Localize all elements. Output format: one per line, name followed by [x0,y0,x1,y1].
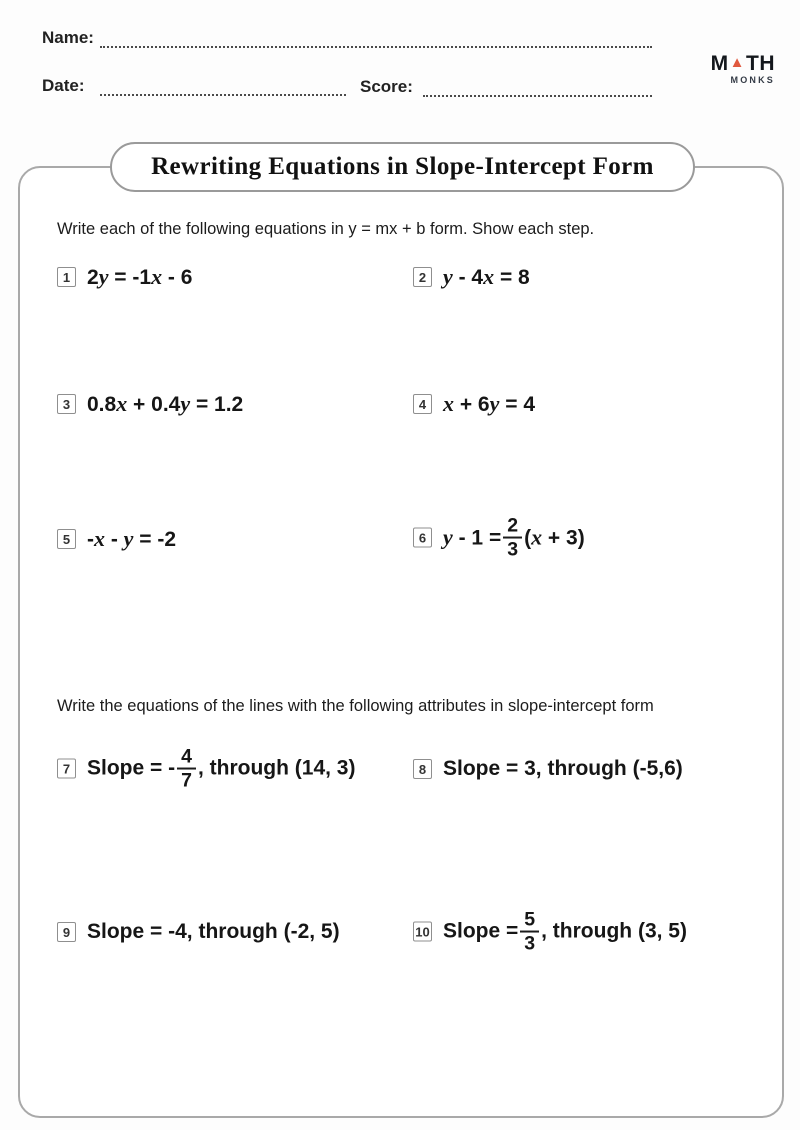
instruction-section-2: Write the equations of the lines with the following attributes in slope-intercept form [57,697,654,715]
fraction-numerator: 4 [177,747,196,770]
score-input-line[interactable] [423,95,652,97]
problem-number-box: 8 [413,759,432,779]
problem-number-box: 9 [57,922,76,942]
math-monks-logo [697,53,775,85]
logo-letters-th: TH [746,52,775,75]
problem-equation: 2y = -1x - 6 [87,264,193,289]
problem-equation: Slope = 3, through (-5,6) [443,757,683,780]
worksheet-title: Rewriting Equations in Slope-Intercept Form [110,142,695,192]
problem-number-box: 6 [413,528,432,548]
logo-letter-m: M [710,52,729,75]
logo-wordmark [697,53,775,74]
logo-triangle-icon: ▲ [729,54,745,71]
name-input-line[interactable] [100,46,652,48]
problem-equation: y - 4x = 8 [443,264,530,289]
fraction [503,516,522,561]
fraction-denominator: 3 [524,933,536,955]
problem-1 [57,264,192,290]
problem-8 [413,757,683,781]
instruction-section-1: Write each of the following equations in y = mx + b form. Show each step. [57,220,595,238]
problem-number-box: 5 [57,529,76,549]
problem-equation: Slope = $\frac{5}{3}$ , through (3, 5) [443,908,687,955]
score-label: Score: [360,77,413,96]
problem-equation: Slope = - $\frac{4}{7}$ , through (14, 3) [87,745,356,792]
problem-number-box: 1 [57,267,76,287]
problem-9 [57,920,340,944]
fraction-denominator: 3 [507,539,519,561]
problem-6 [413,516,585,561]
problem-3 [57,391,243,417]
problem-number-box: 10 [413,922,432,942]
problem-number-box: 2 [413,267,432,287]
worksheet-frame [18,166,784,1118]
problem-equation: 0.8x + 0.4y = 1.2 [87,391,244,416]
date-label: Date: [42,76,85,95]
fraction [177,747,196,792]
logo-subtitle: MONKS [730,75,775,85]
problem-10 [413,910,687,955]
date-input-line[interactable] [100,94,346,96]
fraction-numerator: 5 [520,910,539,933]
problem-number-box: 7 [57,759,76,779]
problem-5 [57,526,176,552]
fraction-numerator: 2 [503,516,522,539]
problem-equation: Slope = -4, through (-2, 5) [87,920,340,943]
problem-7 [57,747,355,792]
name-label: Name: [42,28,94,47]
fraction-denominator: 7 [181,770,192,792]
problem-equation: -x - y = -2 [87,526,177,551]
problem-2 [413,264,530,290]
fraction [520,910,539,955]
problem-equation: x + 6y = 4 [443,391,536,416]
problem-4 [413,391,535,417]
problem-equation: y - 1 = $\frac{2}{3}$ (x + 3) [443,514,585,561]
problem-number-box: 3 [57,394,76,414]
problem-number-box: 4 [413,394,432,414]
